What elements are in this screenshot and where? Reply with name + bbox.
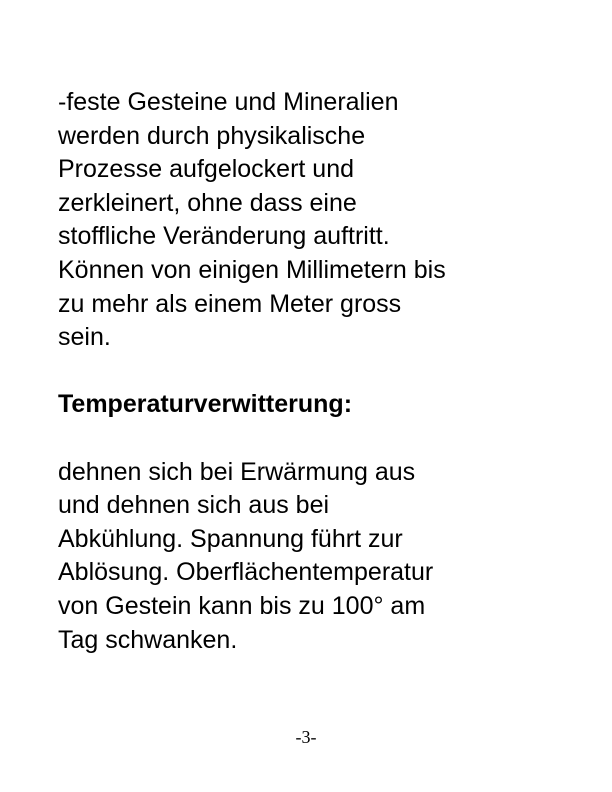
body-paragraph bbox=[58, 456, 578, 658]
text-line: dehnen sich bei Erwärmung aus bbox=[58, 457, 416, 486]
text-line: zerkleinert, ohne dass eine bbox=[58, 188, 357, 217]
paragraph-spacer bbox=[58, 422, 578, 456]
intro-paragraph bbox=[58, 86, 578, 355]
section-heading: Temperaturverwitterung: bbox=[58, 390, 353, 419]
text-line: zu mehr als einem Meter gross bbox=[58, 289, 402, 318]
page-content bbox=[58, 86, 578, 657]
text-line: und dehnen sich aus bei bbox=[58, 491, 330, 520]
text-line: Ablösung. Oberflächentemperatur bbox=[58, 558, 434, 587]
text-line: von Gestein kann bis zu 100° am bbox=[58, 591, 426, 620]
text-line: Prozesse aufgelockert und bbox=[58, 155, 355, 184]
text-line: werden durch physikalische bbox=[58, 121, 366, 150]
paragraph-spacer bbox=[58, 355, 578, 389]
text-line: Tag schwanken. bbox=[58, 625, 238, 654]
text-line: sein. bbox=[58, 323, 111, 352]
text-line: stoffliche Veränderung auftritt. bbox=[58, 222, 390, 251]
text-line: Abkühlung. Spannung führt zur bbox=[58, 524, 403, 553]
text-line: Können von einigen Millimetern bis bbox=[58, 255, 446, 284]
text-line: -feste Gesteine und Mineralien bbox=[58, 88, 399, 116]
page-number: -3- bbox=[295, 727, 317, 747]
